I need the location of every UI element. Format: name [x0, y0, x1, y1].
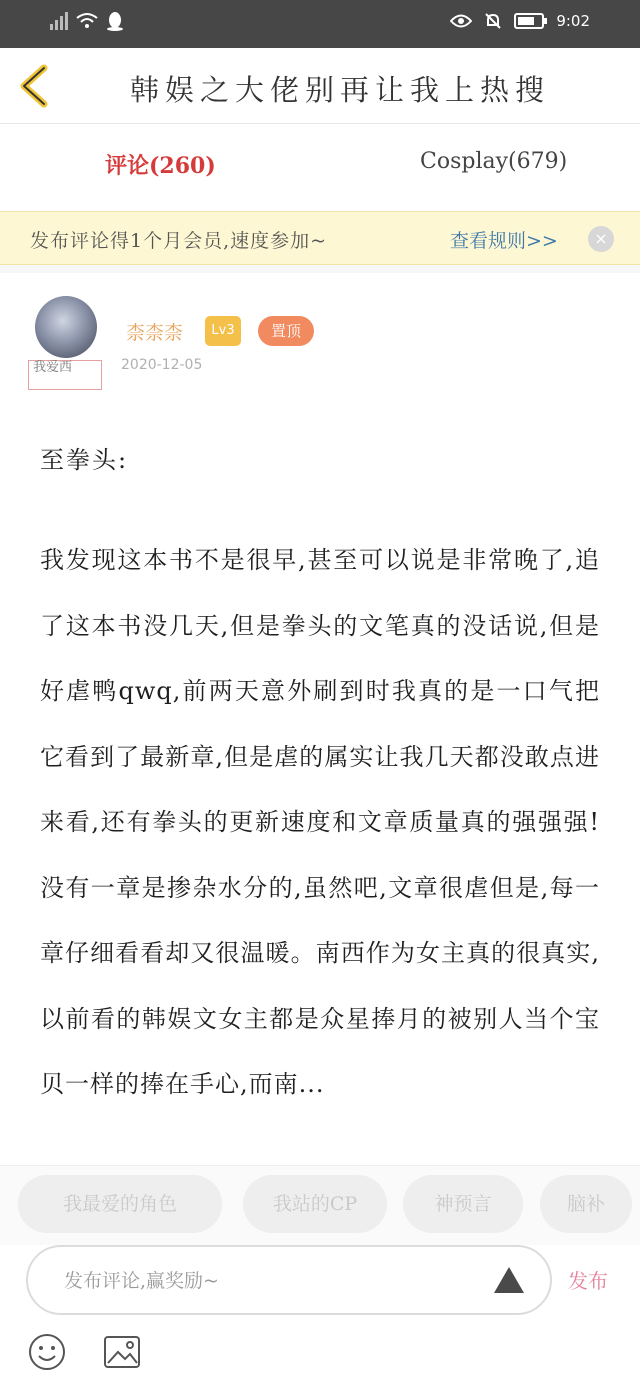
status-time: 9:02 [556, 12, 590, 30]
level-badge: Lv3 [205, 316, 241, 346]
comment-body: 我发现这本书不是很早,甚至可以说是非常晚了,追了这本书没几天,但是拳头的文笔真的没话说,但是好虐鸭qwq,前两天意外刷到时我真的是一口气把它看到了最新章,但是虐的属实让我几天都没敢点进来看,还有拳头的更新速度和文章质量真的强强强!没有一章是掺杂水分的,虽然吧,文章很虐但是,每一章仔细看看却又很温暖。南西作为女主真的很真实,以前看的韩娱文女主都是众星捧月的被别人当个宝贝一样的捧在手心,而南... [40, 546, 600, 1098]
comment-input-box [26, 1245, 552, 1315]
avatar[interactable] [35, 296, 97, 358]
comment-content [40, 440, 600, 1183]
page-title: 韩娱之大佬别再让我上热搜 [130, 73, 551, 107]
close-icon[interactable]: × [588, 226, 614, 252]
qq-icon [106, 11, 124, 31]
chip-my-cp[interactable]: 我站的CP [243, 1175, 387, 1233]
status-bar [0, 0, 640, 48]
avatar-tag: 我爱西 [28, 360, 102, 390]
signal-icon [50, 12, 68, 30]
battery-icon [514, 13, 544, 29]
notice-banner [0, 211, 640, 265]
view-rules-link[interactable]: 查看规则>> [450, 230, 558, 252]
comment-input[interactable] [64, 1263, 464, 1299]
status-right [450, 12, 590, 30]
divider [0, 265, 640, 273]
pinned-badge: 置顶 [258, 316, 314, 346]
header [0, 48, 640, 124]
bell-off-icon [484, 12, 502, 30]
tab-cosplay[interactable]: Cosplay(679) [420, 149, 568, 174]
tab-bar [0, 124, 640, 210]
chip-imagine[interactable]: 脑补 [540, 1175, 632, 1233]
eye-icon [450, 13, 472, 29]
comment-greeting: 至拳头: [40, 446, 129, 474]
tab-comments[interactable]: 评论(260) [105, 153, 216, 179]
send-arrow-icon[interactable] [494, 1267, 524, 1293]
emoji-icon[interactable] [28, 1333, 66, 1371]
chip-favorite-character[interactable]: 我最爱的角色 [18, 1175, 222, 1233]
chip-prophecy[interactable]: 神预言 [403, 1175, 523, 1233]
comment-date: 2020-12-05 [121, 357, 203, 373]
wifi-icon [76, 12, 98, 30]
image-icon[interactable] [103, 1335, 141, 1369]
notice-text: 发布评论得1个月会员,速度参加~ [30, 230, 328, 252]
back-arrow-icon[interactable] [16, 64, 52, 108]
publish-button[interactable]: 发布 [568, 1269, 608, 1293]
status-left [50, 11, 124, 31]
username[interactable]: 柰柰柰 [126, 322, 184, 344]
